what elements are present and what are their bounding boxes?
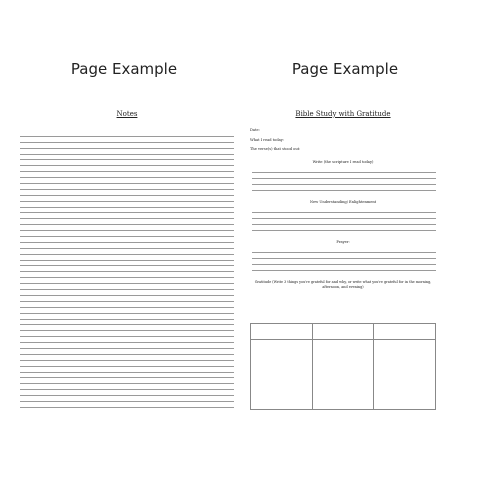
date-field-label: Date: (250, 128, 260, 132)
table-header-cell (374, 324, 436, 340)
write-line (252, 185, 436, 191)
table-body-cell (312, 340, 374, 410)
notes-page (20, 108, 234, 412)
page-example-heading-left: Page Example (70, 60, 178, 78)
bible-study-title: Bible Study with Gratitude (295, 110, 391, 118)
gratitude-label: Gratitude (Write 3 things you're grateful for and why, or write what you're grateful for in the morning, afternoon, and evening) (254, 280, 432, 289)
notes-line (20, 402, 234, 408)
verses-field-label: The verse(s) that stood out: (250, 147, 301, 151)
prayer-lines (252, 247, 436, 271)
what-read-field-label: What I read today: (250, 138, 285, 142)
write-lines (252, 167, 436, 191)
table-header-cell (251, 324, 313, 340)
notes-lines (20, 131, 234, 408)
table-body-cell (374, 340, 436, 410)
prayer-line (252, 265, 436, 271)
prayer-section-label: Prayer: (336, 240, 350, 244)
gratitude-table (250, 323, 436, 410)
understanding-line (252, 225, 436, 231)
understanding-lines (252, 207, 436, 231)
notes-title: Notes (116, 110, 138, 118)
table-body-cell (251, 340, 313, 410)
table-header-cell (312, 324, 374, 340)
page-example-heading-right: Page Example (291, 60, 399, 78)
bible-study-page (250, 108, 436, 412)
write-section-label: Write (the scripture I read today) (312, 160, 374, 164)
understanding-section-label: New Understanding/ Enlightenment (309, 200, 377, 204)
